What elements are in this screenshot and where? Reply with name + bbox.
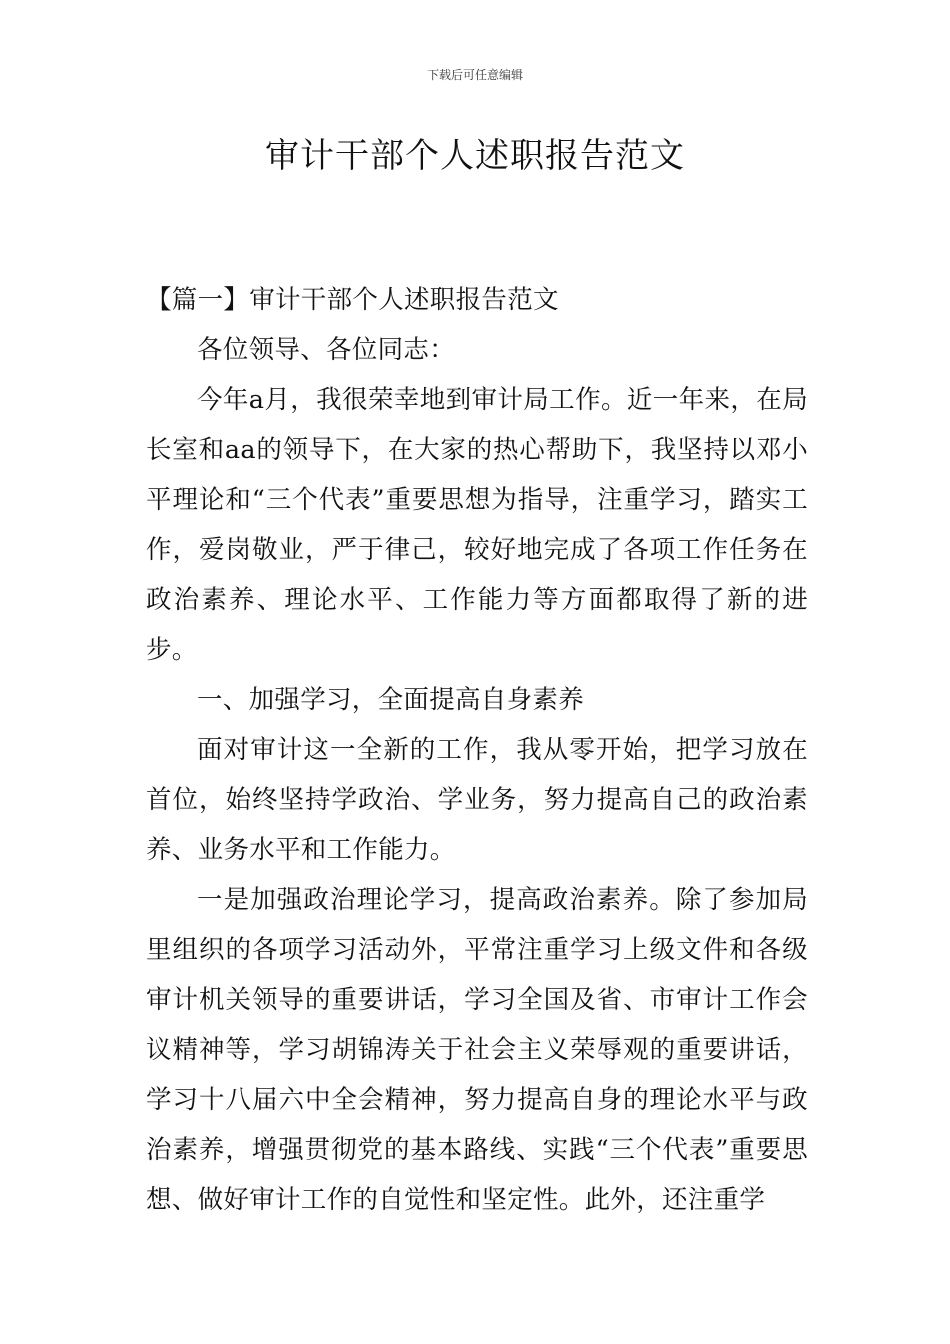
section-heading: 【篇一】审计干部个人述职报告范文 [146, 285, 559, 315]
header-note: 下载后可任意编辑 [426, 68, 523, 82]
document-title: 审计干部个人述职报告范文 [265, 136, 685, 176]
subsection-heading: 一、加强学习，全面提高自身素养 [197, 685, 585, 715]
paragraph: 今年a月，我很荣幸地到审计局工作。近一年来，在局长室和aa的领导下，在大家的热心帮助下，我坚持以邓小平理论和“三个代表”重要思想为指导，注重学习，踏实工作，爱岗敬业，严于律己，较好地完成了各项工作任务在政治素养、理论水平、工作能力等方面都取得了新的进步。 [146, 385, 808, 665]
salutation: 各位领导、各位同志： [197, 335, 456, 365]
paragraph: 一是加强政治理论学习，提高政治素养。除了参加局里组织的各项学习活动外，平常注重学习上级文件和各级审计机关领导的重要讲话，学习全国及省、市审计工作会议精神等，学习胡锦涛关于社会主义荣辱观的重要讲话，学习十八届六中全会精神，努力提高自身的理论水平与政治素养，增强贯彻党的基本路线、实践“三个代表”重要思想、做好审计工作的自觉性和坚定性。此外，还注重学 [146, 885, 808, 1215]
document-body [146, 275, 808, 1225]
paragraph: 面对审计这一全新的工作，我从零开始，把学习放在首位，始终坚持学政治、学业务，努力提高自己的政治素养、业务水平和工作能力。 [146, 735, 808, 865]
